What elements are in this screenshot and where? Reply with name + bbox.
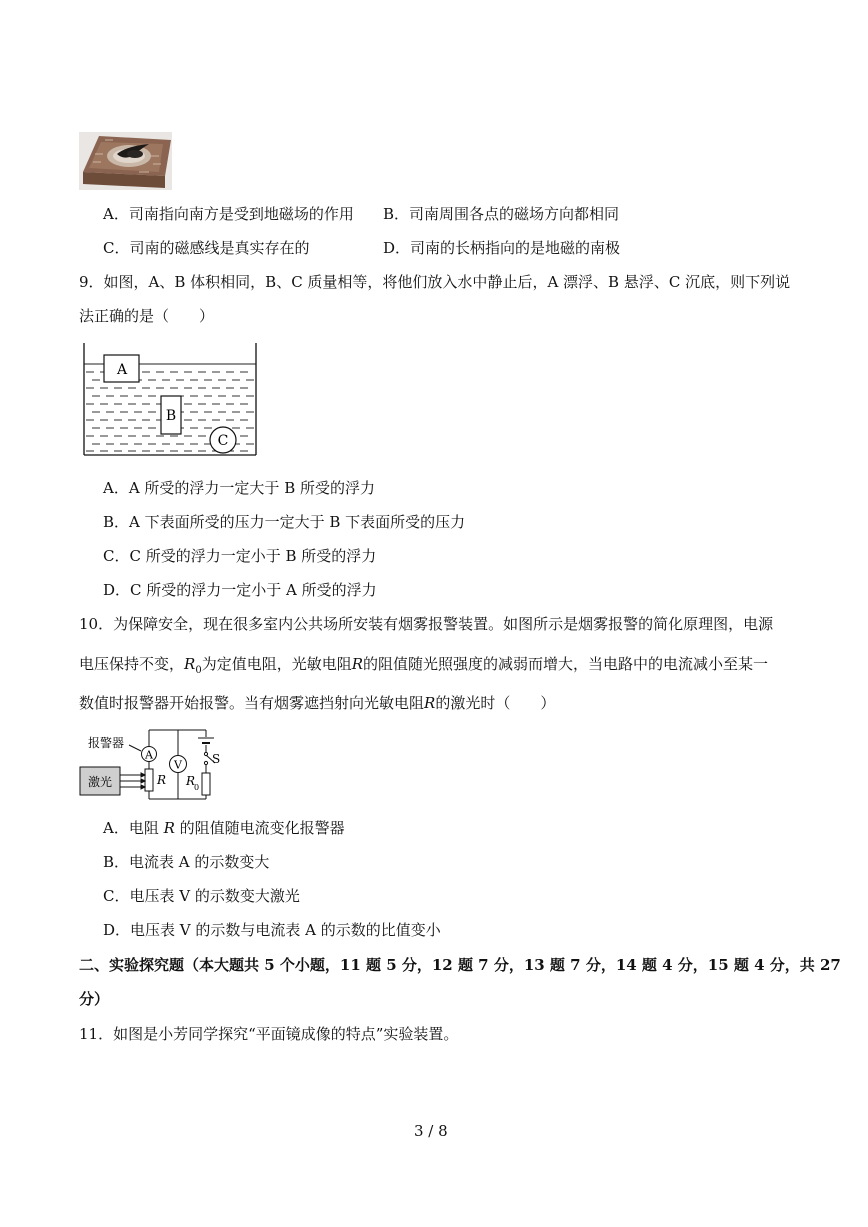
laser-label: 激光 <box>87 775 113 789</box>
r-symbol: R <box>351 655 363 673</box>
ammeter-label: A <box>145 748 153 762</box>
section2-heading-line1: 二、实验探究题（本大题共 5 个小题，11 题 5 分，12 题 7 分，13 题 7 分，14 题 4 分，15 题 4 分，共 27 <box>79 956 841 974</box>
q11-stem: 11．如图是小芳同学探究“平面镜成像的特点”实验装置。 <box>79 1025 459 1043</box>
photoresistor-r <box>145 769 153 791</box>
q10-circuit-figure <box>79 727 229 803</box>
sinan-compass-image <box>79 132 172 190</box>
voltmeter-label: V <box>174 758 182 772</box>
label-c: C <box>217 433 229 449</box>
q10-option-d: D．电压表 V 的示数与电流表 A 的示数的比值变小 <box>103 921 441 939</box>
q8-option-a: A．司南指向南方是受到地磁场的作用 <box>103 205 354 223</box>
q9-option-c: C．C 所受的浮力一定小于 B 所受的浮力 <box>103 547 377 565</box>
q10-stem-line2 <box>79 654 768 681</box>
q10-option-a-prefix: A．电阻 <box>103 819 164 837</box>
q10-stem-line1: 10．为保障安全，现在很多室内公共场所安装有烟雾报警装置。如图所示是烟雾报警的简化原理图，电源 <box>79 615 774 633</box>
q9-option-a: A．A 所受的浮力一定大于 B 所受的浮力 <box>103 479 375 497</box>
q8-option-d: D．司南的长柄指向的是地磁的南极 <box>383 239 621 257</box>
q10-stem-line2-b: 为定值电阻，光敏电阻 <box>201 655 352 673</box>
label-b: B <box>165 408 177 424</box>
r0-label: R <box>186 774 196 788</box>
q10-stem-line2-c: 的阻值随光照强度的减弱而增大，当电路中的电流减小至某一 <box>363 655 769 673</box>
q10-stem-line3-b: 的激光时（ ） <box>435 694 556 712</box>
q10-option-a <box>103 818 345 838</box>
q8-option-b: B．司南周围各点的磁场方向都相同 <box>383 205 620 223</box>
q9-stem-line1: 9．如图，A、B 体积相同，B、C 质量相等，将他们放入水中静止后，A 漂浮、B 悬浮、C 沉底，则下列说 <box>79 273 791 291</box>
q9-option-b: B．A 下表面所受的压力一定大于 B 下表面所受的压力 <box>103 513 466 531</box>
label-a: A <box>116 362 128 378</box>
q10-option-a-suffix: 的阻值随电流变化报警器 <box>174 819 345 837</box>
section2-heading-line2: 分） <box>79 990 110 1008</box>
q10-option-c: C．电压表 V 的示数变大激光 <box>103 887 300 905</box>
q9-tank-figure <box>82 343 258 457</box>
q10-stem-line3 <box>79 693 555 713</box>
r-label: R <box>157 773 167 787</box>
q9-option-d: D．C 所受的浮力一定小于 A 所受的浮力 <box>103 581 377 599</box>
q10-stem-line3-a: 数值时报警器开始报警。当有烟雾遮挡射向光敏电阻 <box>79 694 425 712</box>
alarm-label: 报警器 <box>88 736 125 750</box>
page-number: 3 / 8 <box>414 1122 448 1140</box>
r0-sub-label: 0 <box>194 783 200 792</box>
q8-option-c: C．司南的磁感线是真实存在的 <box>103 239 310 257</box>
r-symbol-2: R <box>424 694 436 712</box>
resistor-r0 <box>202 773 210 795</box>
q9-stem-line2: 法正确的是（ ） <box>79 307 215 325</box>
switch-label: S <box>212 752 221 766</box>
r0-symbol: $R_0$ <box>184 655 202 676</box>
q10-option-a-var: R <box>163 819 175 837</box>
q10-stem-line2-a: 电压保持不变， <box>79 655 185 673</box>
q10-option-b: B．电流表 A 的示数变大 <box>103 853 270 871</box>
